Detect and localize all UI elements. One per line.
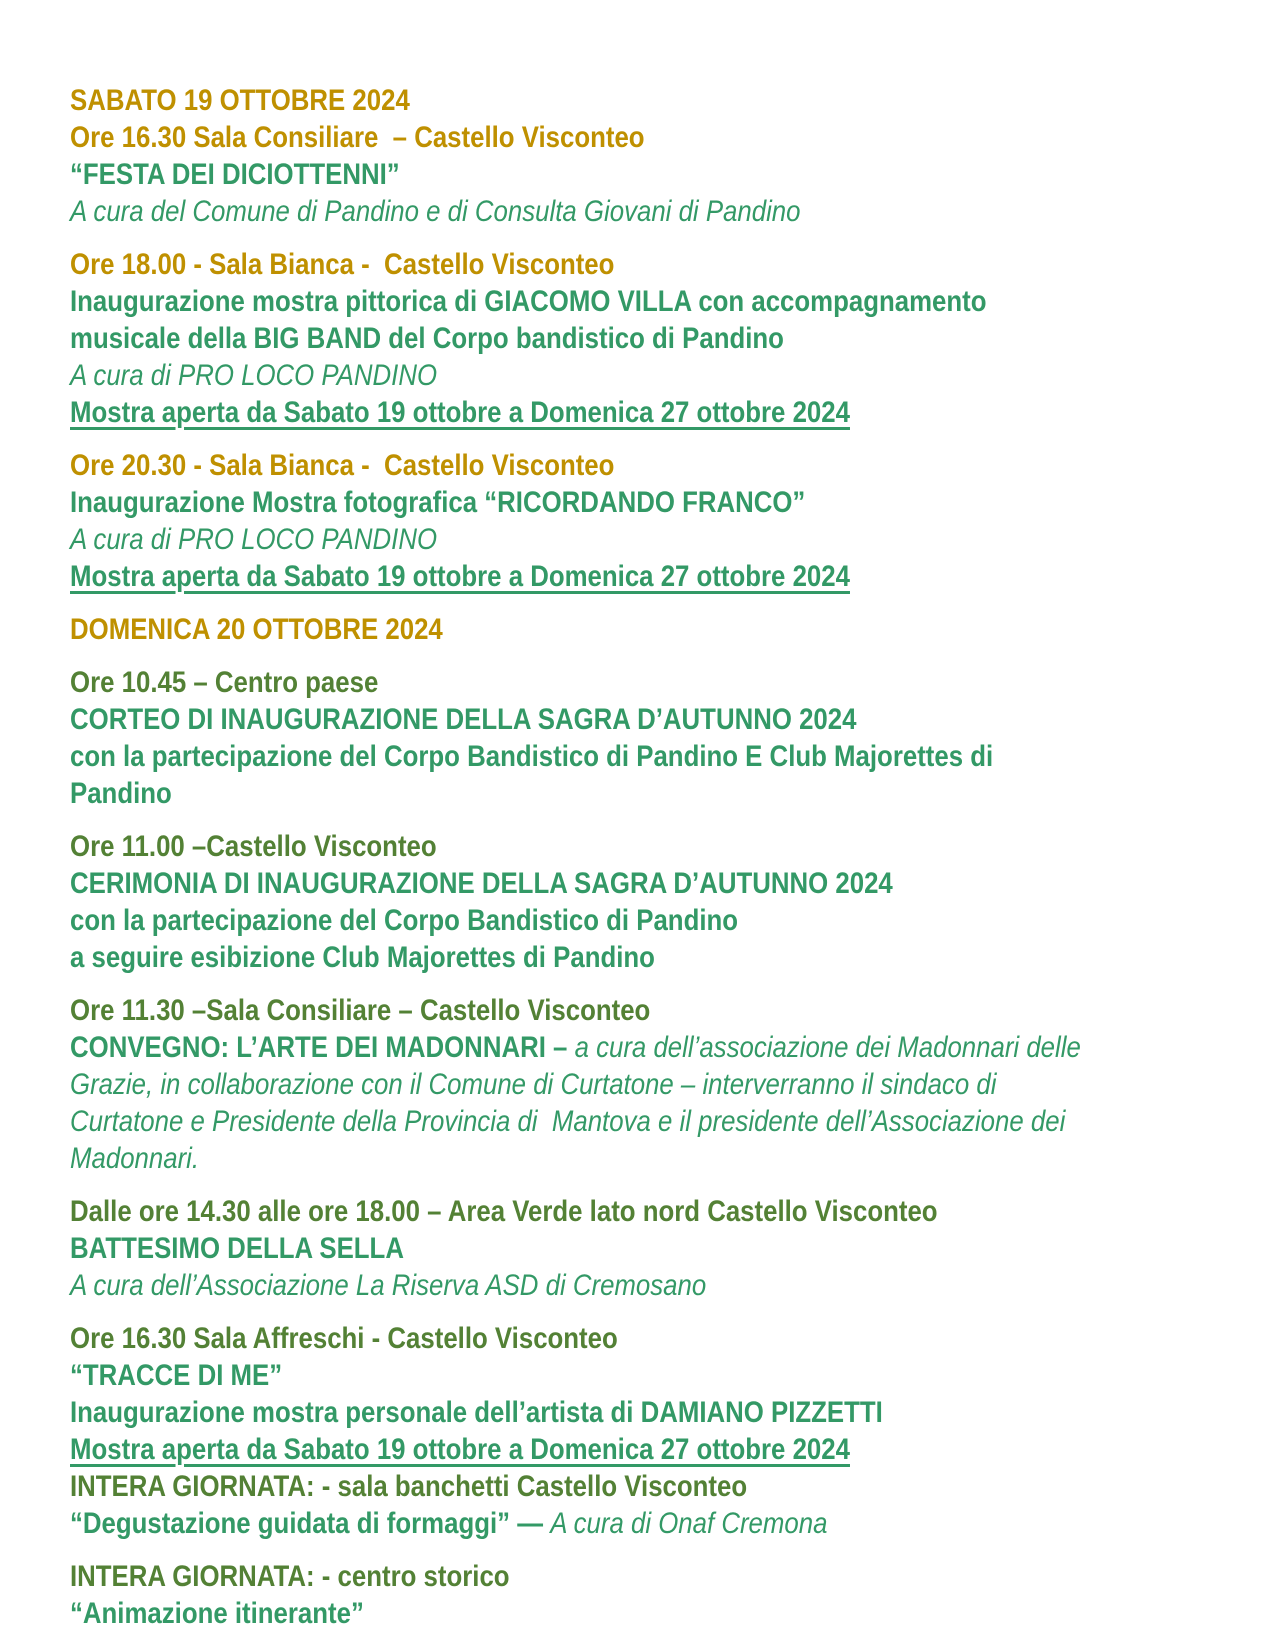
doc-line [70,1357,1081,1394]
text-segment: con la partecipazione del Corpo Bandistico di Pandino E Club Majorettes di [70,740,994,773]
text-segment: CERIMONIA DI INAUGURAZIONE DELLA SAGRA D’AUTUNNO 2024 [70,867,893,900]
corteo-inaugurazione-block [70,664,1081,812]
text-segment: Ore 11.30 –Sala Consiliare – Castello Visconteo [70,994,651,1027]
text-segment: con la partecipazione del Corpo Bandistico di Pandino [70,904,739,937]
mostra-giacomo-villa-block [70,246,1081,431]
text-segment: “Animazione itinerante” [70,1597,364,1630]
text-segment: a seguire esibizione Club Majorettes di Pandino [70,941,655,974]
doc-line [70,1320,1081,1357]
text-segment: Pandino [70,777,172,810]
doc-line [70,738,1081,775]
animazione-itinerante-block [70,1558,1081,1632]
doc-line [70,1558,1081,1595]
battesimo-della-sella-block [70,1193,1081,1304]
tracce-di-me-block [70,1320,1081,1542]
text-segment: SABATO 19 OTTOBRE 2024 [70,84,410,117]
text-segment: CORTEO DI INAUGURAZIONE DELLA SAGRA D’AUTUNNO 2024 [70,703,857,736]
convegno-madonnari-block [70,992,1081,1177]
doc-line [70,701,1081,738]
text-segment: A cura di PRO LOCO PANDINO [70,359,438,392]
text-segment: “TRACCE DI ME” [70,1359,283,1392]
doc-line [70,1193,1081,1230]
text-segment: Grazie, in collaborazione con il Comune di Curtatone – interverranno il sindaco di [70,1068,997,1101]
doc-line [70,1431,1081,1468]
doc-line [70,357,1081,394]
text-segment: Ore 16.30 Sala Consiliare – Castello Visconteo [70,121,645,154]
doc-line [70,484,1081,521]
doc-line [70,611,1081,648]
doc-line [70,320,1081,357]
event-program-document [70,82,1081,1648]
text-segment: DOMENICA 20 OTTOBRE 2024 [70,613,443,646]
text-segment: Mostra aperta da Sabato 19 ottobre a Domenica 27 ottobre 2024 [70,1433,850,1466]
text-segment: Curtatone e Presidente della Provincia di Mantova e il presidente dell’Associazione dei [70,1105,1066,1138]
text-segment: “Degustazione guidata di formaggi” — [70,1507,551,1540]
text-segment: Inaugurazione Mostra fotografica “RICORDANDO FRANCO” [70,486,806,519]
text-segment: Ore 20.30 - Sala Bianca - Castello Visconteo [70,449,615,482]
text-segment: A cura del Comune di Pandino e di Consulta Giovani di Pandino [70,195,801,228]
text-segment: Ore 11.00 –Castello Visconteo [70,830,437,863]
doc-line [70,1103,1081,1140]
doc-line [70,283,1081,320]
text-segment: Dalle ore 14.30 alle ore 18.00 – Area Verde lato nord Castello Visconteo [70,1195,938,1228]
doc-line [70,1267,1081,1304]
text-segment: “FESTA DEI DICIOTTENNI” [70,158,400,191]
mostra-ricordando-franco-block [70,447,1081,595]
doc-line [70,246,1081,283]
text-segment: Inaugurazione mostra personale dell’artista di DAMIANO PIZZETTI [70,1396,883,1429]
doc-line [70,1140,1081,1177]
doc-line [70,664,1081,701]
doc-line [70,1230,1081,1267]
text-segment: A cura dell’Associazione La Riserva ASD di Cremosano [70,1269,707,1302]
doc-line [70,119,1081,156]
doc-line [70,1394,1081,1431]
doc-line [70,156,1081,193]
doc-line [70,558,1081,595]
text-segment: Inaugurazione mostra pittorica di GIACOMO VILLA con accompagnamento [70,285,987,318]
doc-line [70,1468,1081,1505]
text-segment: Ore 18.00 - Sala Bianca - Castello Visconteo [70,248,615,281]
doc-line [70,1029,1081,1066]
text-segment: a cura dell’associazione dei Madonnari delle [574,1031,1081,1064]
text-segment: INTERA GIORNATA: - sala banchetti Castello Visconteo [70,1470,748,1503]
doc-line [70,775,1081,812]
doc-line [70,394,1081,431]
text-segment: musicale della BIG BAND del Corpo bandistico di Pandino [70,322,784,355]
festa-dei-diciottenni-block [70,82,1081,230]
domenica-20-header-block [70,611,1081,648]
text-segment: A cura di PRO LOCO PANDINO [70,523,438,556]
text-segment: A cura di Onaf Cremona [550,1507,828,1540]
doc-line [70,1066,1081,1103]
doc-line [70,193,1081,230]
doc-line [70,939,1081,976]
doc-line [70,828,1081,865]
doc-line [70,521,1081,558]
text-segment: BATTESIMO DELLA SELLA [70,1232,404,1265]
text-segment: Madonnari. [70,1142,200,1175]
doc-line [70,1595,1081,1632]
doc-line [70,1505,1081,1542]
text-segment: CONVEGNO: L’ARTE DEI MADONNARI – [70,1031,575,1064]
text-segment: Mostra aperta da Sabato 19 ottobre a Domenica 27 ottobre 2024 [70,396,850,429]
doc-line [70,865,1081,902]
text-segment: Ore 16.30 Sala Affreschi - Castello Visconteo [70,1322,618,1355]
doc-line [70,902,1081,939]
cerimonia-inaugurazione-block [70,828,1081,976]
text-segment: INTERA GIORNATA: - centro storico [70,1560,510,1593]
text-segment: Mostra aperta da Sabato 19 ottobre a Domenica 27 ottobre 2024 [70,560,850,593]
doc-line [70,447,1081,484]
doc-line [70,82,1081,119]
text-segment: Ore 10.45 – Centro paese [70,666,379,699]
doc-line [70,992,1081,1029]
